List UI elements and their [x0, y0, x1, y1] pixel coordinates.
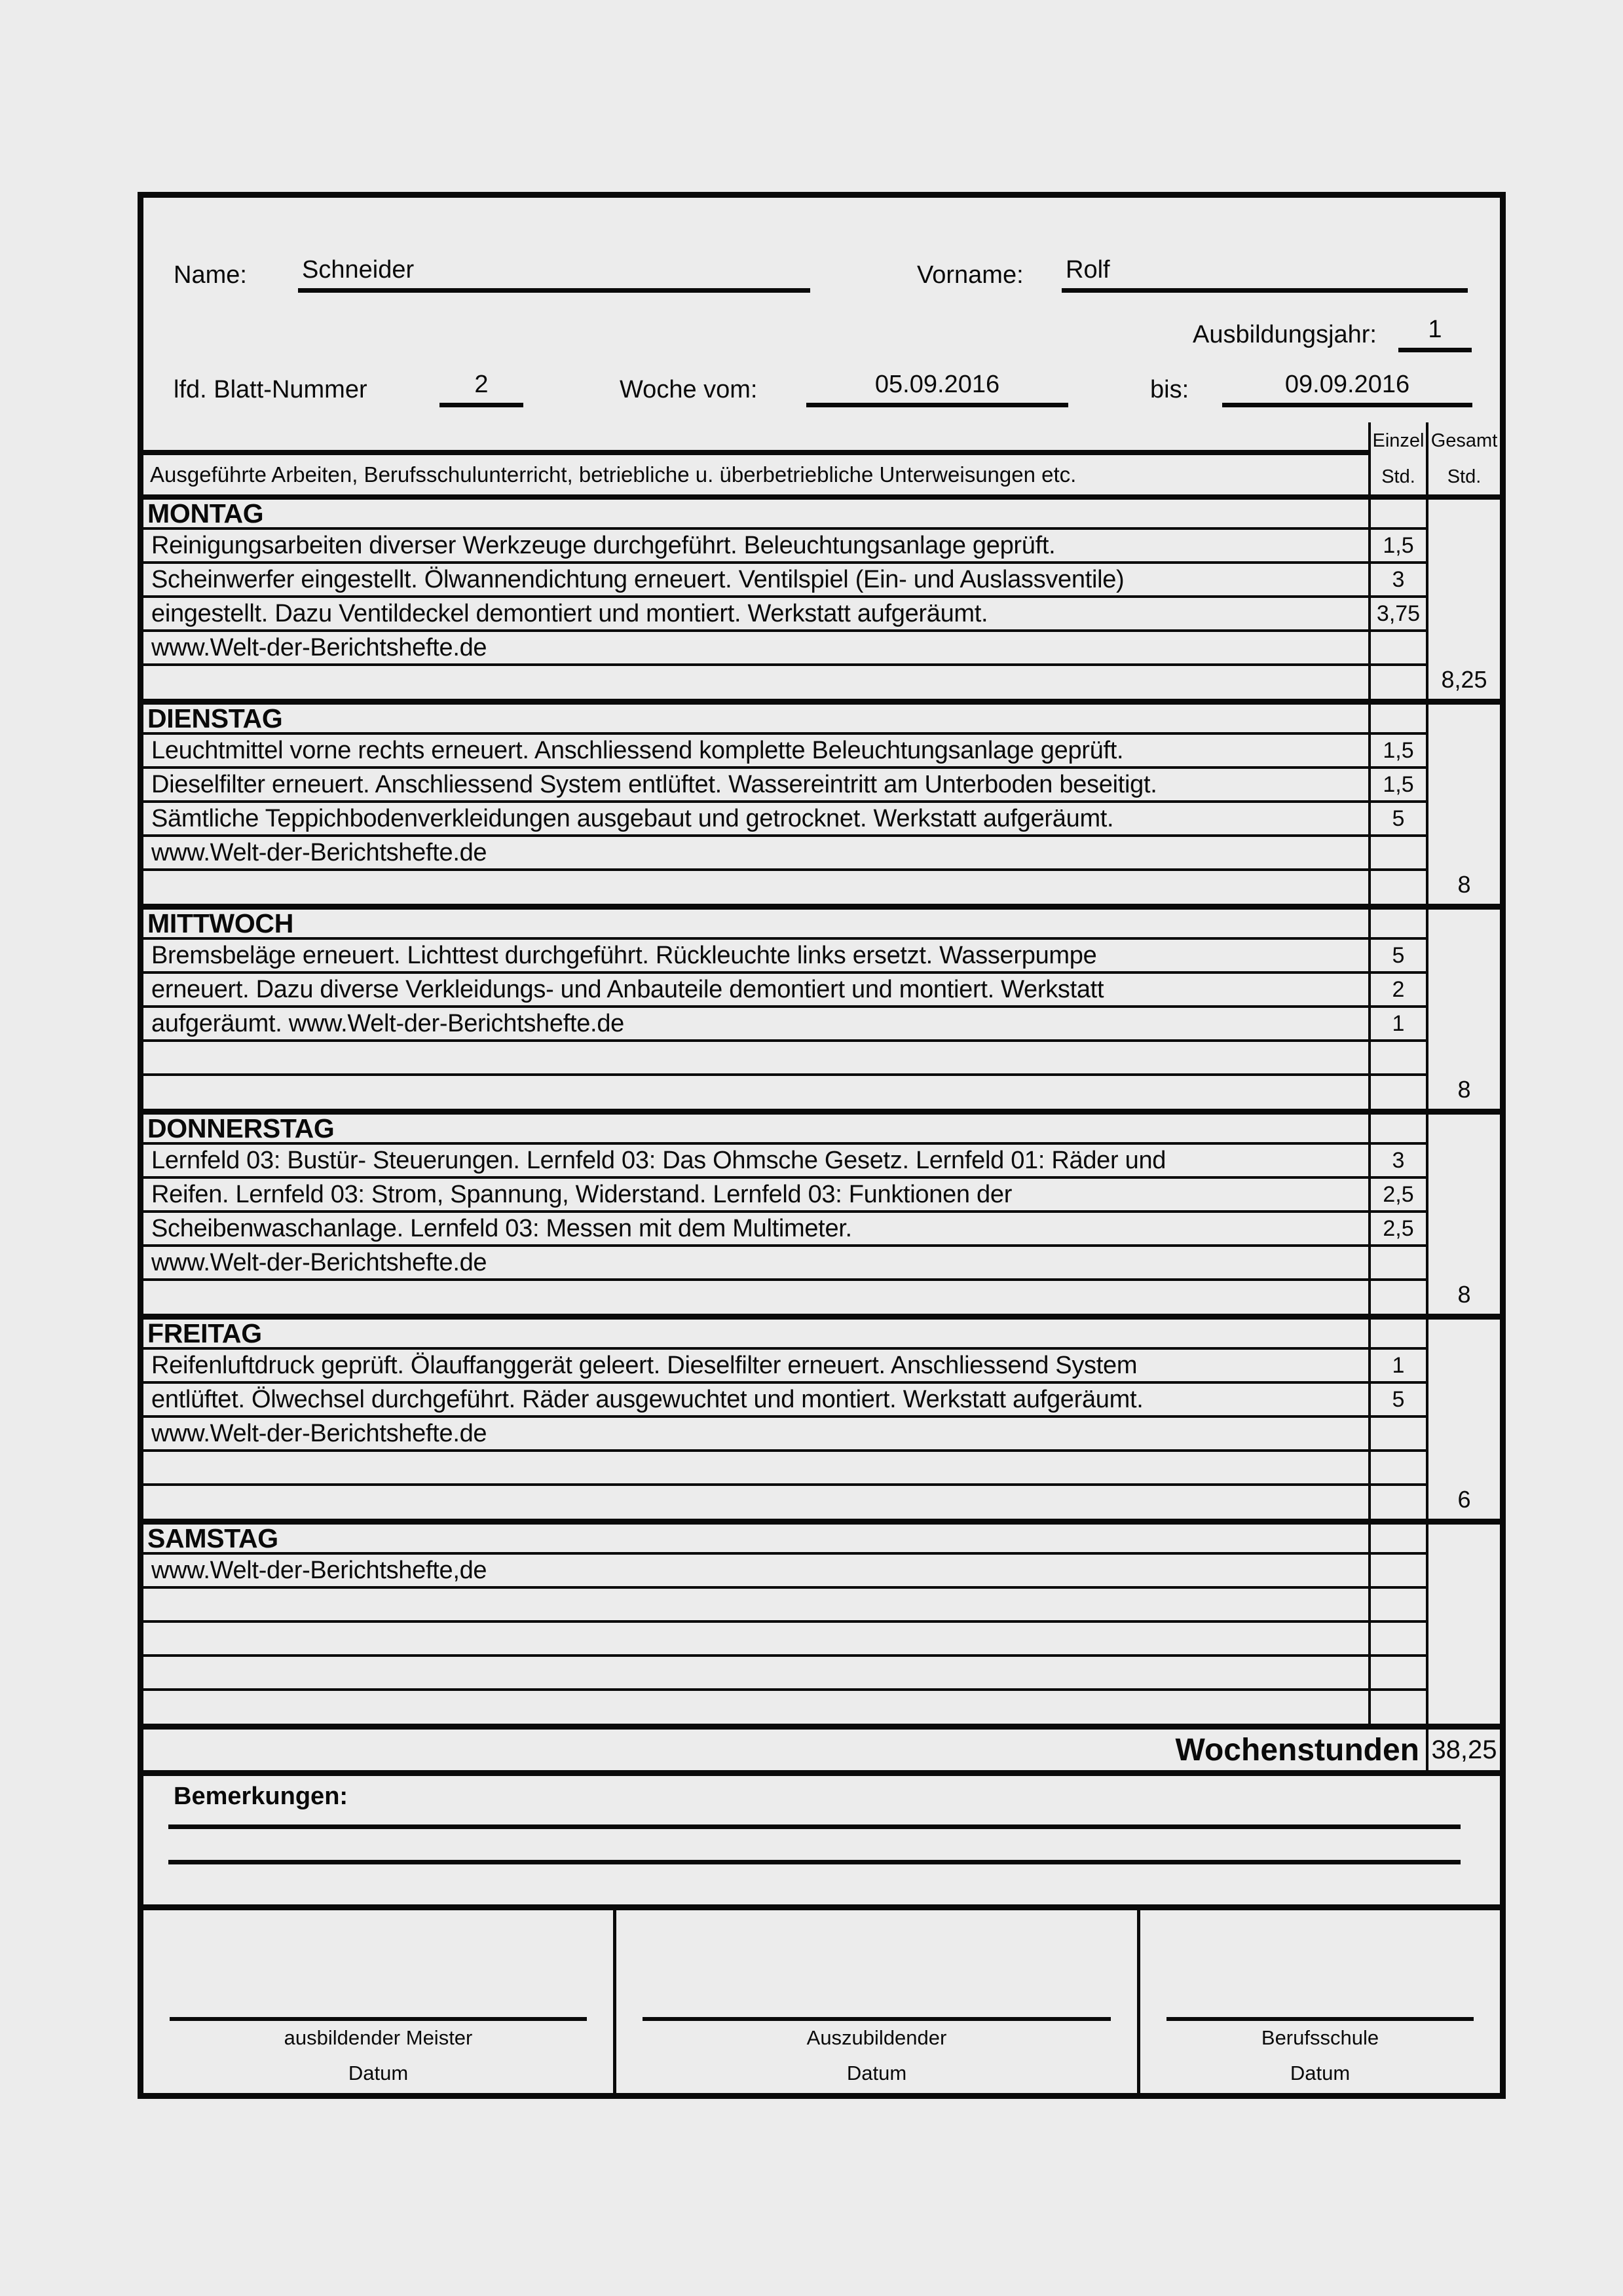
wochenstunden-value: 38,25	[1426, 1730, 1500, 1770]
day-name: MONTAG	[147, 500, 264, 527]
work-entry: aufgeräumt. www.Welt-der-Berichtshefte.de	[151, 1009, 624, 1037]
work-entry: Reifen. Lernfeld 03: Strom, Spannung, Widerstand. Lernfeld 03: Funktionen der	[151, 1180, 1013, 1208]
signature-line	[1166, 2017, 1474, 2021]
einzel-hours: 2,5	[1368, 1179, 1426, 1210]
einzel-hours	[1368, 1555, 1426, 1586]
work-entry: www.Welt-der-Berichtshefte.de	[151, 838, 487, 866]
day-total: 8	[1426, 1115, 1500, 1314]
work-entry	[143, 1589, 1368, 1620]
signature-role-label: Auszubildender	[806, 2026, 947, 2049]
work-entry: www.Welt-der-Berichtshefte.de	[151, 1248, 487, 1276]
einzel-cell	[1368, 910, 1426, 937]
report-form	[138, 192, 1506, 2099]
einzel-hours	[1368, 1418, 1426, 1449]
work-entry: Leuchtmittel vorne rechts erneuert. Anschliessend komplette Beleuchtungsanlage geprüft.	[151, 736, 1124, 764]
einzel-std-label: Std.	[1381, 466, 1415, 487]
signature-date-label: Datum	[846, 2062, 907, 2084]
day-total	[1426, 1525, 1500, 1724]
work-entry	[143, 1657, 1368, 1688]
weekly-total-row	[143, 1730, 1500, 1776]
einzel-hours	[1368, 1247, 1426, 1278]
work-entry: Dieselfilter erneuert. Anschliessend System entlüftet. Wassereintritt am Unterboden beseitigt.	[151, 770, 1157, 798]
work-entry	[143, 1486, 1368, 1519]
day-total: 8	[1426, 705, 1500, 904]
einzel-hours: 1,5	[1368, 735, 1426, 766]
work-description-header: Ausgeführte Arbeiten, Berufsschulunterricht, betriebliche u. überbetriebliche Unterweisungen etc.	[143, 450, 1368, 494]
einzel-cell	[1368, 500, 1426, 527]
einzel-hours: 3	[1368, 1145, 1426, 1176]
vorname-label: Vorname:	[917, 261, 1024, 289]
signature-block-meister	[143, 1910, 613, 2093]
work-entry: www.Welt-der-Berichtshefte,de	[151, 1556, 487, 1584]
work-entry: Lernfeld 03: Bustür- Steuerungen. Lernfeld 03: Das Ohmsche Gesetz. Lernfeld 01: Räder und	[151, 1146, 1166, 1174]
work-entry	[143, 871, 1368, 904]
day-section-mittwoch	[143, 910, 1500, 1115]
bis-label: bis:	[1150, 376, 1189, 403]
name-value: Schneider	[298, 255, 810, 293]
work-entry: www.Welt-der-Berichtshefte.de	[151, 633, 487, 661]
einzel-label: Einzel	[1372, 430, 1425, 451]
day-total: 8	[1426, 910, 1500, 1109]
einzel-hours	[1368, 1623, 1426, 1654]
work-entry: eingestellt. Dazu Ventildeckel demontiert und montiert. Werkstatt aufgeräumt.	[151, 599, 988, 627]
day-name: DONNERSTAG	[147, 1115, 335, 1142]
woche-vom-label: Woche vom:	[620, 376, 758, 403]
remarks-blank-line	[168, 1824, 1461, 1829]
signature-line	[170, 2017, 587, 2021]
work-entry: Scheinwerfer eingestellt. Ölwannendichtung erneuert. Ventilspiel (Ein- und Auslassventile)	[151, 565, 1125, 593]
einzel-hours: 5	[1368, 803, 1426, 834]
einzel-hours: 1	[1368, 1350, 1426, 1381]
day-name: DIENSTAG	[147, 705, 283, 732]
bis-value: 09.09.2016	[1222, 370, 1472, 407]
blatt-nummer-label: lfd. Blatt-Nummer	[174, 376, 367, 403]
ausbildungsjahr-value: 1	[1398, 315, 1472, 352]
form-header	[143, 198, 1500, 422]
einzel-hours	[1368, 1452, 1426, 1483]
einzel-hours: 1,5	[1368, 530, 1426, 561]
einzel-hours: 5	[1368, 1384, 1426, 1415]
work-entry	[143, 1076, 1368, 1109]
vorname-value: Rolf	[1062, 255, 1468, 293]
day-section-donnerstag	[143, 1115, 1500, 1320]
signature-role-label: Berufsschule	[1261, 2026, 1379, 2049]
work-entry: Scheibenwaschanlage. Lernfeld 03: Messen mit dem Multimeter.	[151, 1214, 852, 1242]
day-name: SAMSTAG	[147, 1525, 278, 1552]
signature-date-label: Datum	[348, 2062, 409, 2084]
work-entry	[143, 1281, 1368, 1314]
einzel-cell	[1368, 1525, 1426, 1552]
name-label: Name:	[174, 261, 247, 289]
einzel-hours	[1368, 1589, 1426, 1620]
einzel-hours	[1368, 871, 1426, 904]
work-entry	[143, 1452, 1368, 1483]
einzel-hours	[1368, 1281, 1426, 1314]
signature-line	[643, 2017, 1111, 2021]
einzel-hours	[1368, 666, 1426, 699]
blatt-nummer-value: 2	[439, 370, 523, 407]
work-entry: Sämtliche Teppichbodenverkleidungen ausgebaut und getrocknet. Werkstatt aufgeräumt.	[151, 804, 1114, 832]
signature-block-auszubildender	[613, 1910, 1137, 2093]
work-entry	[143, 666, 1368, 699]
einzel-std-column-header	[1368, 422, 1426, 494]
day-section-freitag	[143, 1320, 1500, 1525]
day-total: 8,25	[1426, 500, 1500, 699]
remarks-blank-line	[168, 1860, 1461, 1864]
day-section-montag	[143, 500, 1500, 705]
einzel-hours: 2,5	[1368, 1213, 1426, 1244]
signature-role-label: ausbildender Meister	[284, 2026, 473, 2049]
einzel-hours: 3,75	[1368, 598, 1426, 629]
signature-date-label: Datum	[1290, 2062, 1351, 2084]
einzel-cell	[1368, 1320, 1426, 1347]
einzel-hours	[1368, 1486, 1426, 1519]
einzel-hours: 1	[1368, 1008, 1426, 1039]
table-column-header	[143, 422, 1500, 500]
work-entry: erneuert. Dazu diverse Verkleidungs- und Anbauteile demontiert und montiert. Werkstatt	[151, 975, 1104, 1003]
einzel-cell	[1368, 705, 1426, 732]
work-entry: Bremsbeläge erneuert. Lichttest durchgeführt. Rückleuchte links ersetzt. Wasserpumpe	[151, 941, 1097, 969]
einzel-hours: 5	[1368, 940, 1426, 971]
bemerkungen-label: Bemerkungen:	[174, 1783, 348, 1810]
work-entry: Reinigungsarbeiten diverser Werkzeuge durchgeführt. Beleuchtungsanlage geprüft.	[151, 531, 1056, 559]
day-name: MITTWOCH	[147, 910, 294, 937]
work-entry: www.Welt-der-Berichtshefte.de	[151, 1419, 487, 1447]
wochenstunden-label: Wochenstunden	[1175, 1732, 1419, 1768]
work-entry: Reifenluftdruck geprüft. Ölauffanggerät geleert. Dieselfilter erneuert. Anschliessend System	[151, 1351, 1138, 1379]
work-entry	[143, 1042, 1368, 1073]
work-entry: entlüftet. Ölwechsel durchgeführt. Räder ausgewuchtet und montiert. Werkstatt aufgeräumt.	[151, 1385, 1144, 1413]
einzel-hours	[1368, 1076, 1426, 1109]
work-entry	[143, 1623, 1368, 1654]
einzel-hours	[1368, 1042, 1426, 1073]
einzel-cell	[1368, 1115, 1426, 1142]
day-section-samstag	[143, 1525, 1500, 1730]
einzel-hours	[1368, 1691, 1426, 1724]
einzel-hours: 1,5	[1368, 769, 1426, 800]
work-entry	[143, 1691, 1368, 1724]
einzel-hours: 2	[1368, 974, 1426, 1005]
gesamt-std-label: Std.	[1447, 466, 1482, 487]
einzel-hours	[1368, 1657, 1426, 1688]
ausbildungsjahr-label: Ausbildungsjahr:	[1193, 321, 1377, 348]
signature-section	[143, 1910, 1500, 2093]
day-name: FREITAG	[147, 1320, 262, 1347]
signature-block-berufsschule	[1137, 1910, 1500, 2093]
day-total: 6	[1426, 1320, 1500, 1519]
einzel-hours: 3	[1368, 564, 1426, 595]
einzel-hours	[1368, 837, 1426, 868]
einzel-hours	[1368, 632, 1426, 663]
gesamt-std-column-header	[1426, 422, 1500, 494]
gesamt-label: Gesamt	[1430, 430, 1498, 451]
day-section-dienstag	[143, 705, 1500, 910]
remarks-section	[143, 1776, 1500, 1910]
woche-vom-value: 05.09.2016	[806, 370, 1068, 407]
